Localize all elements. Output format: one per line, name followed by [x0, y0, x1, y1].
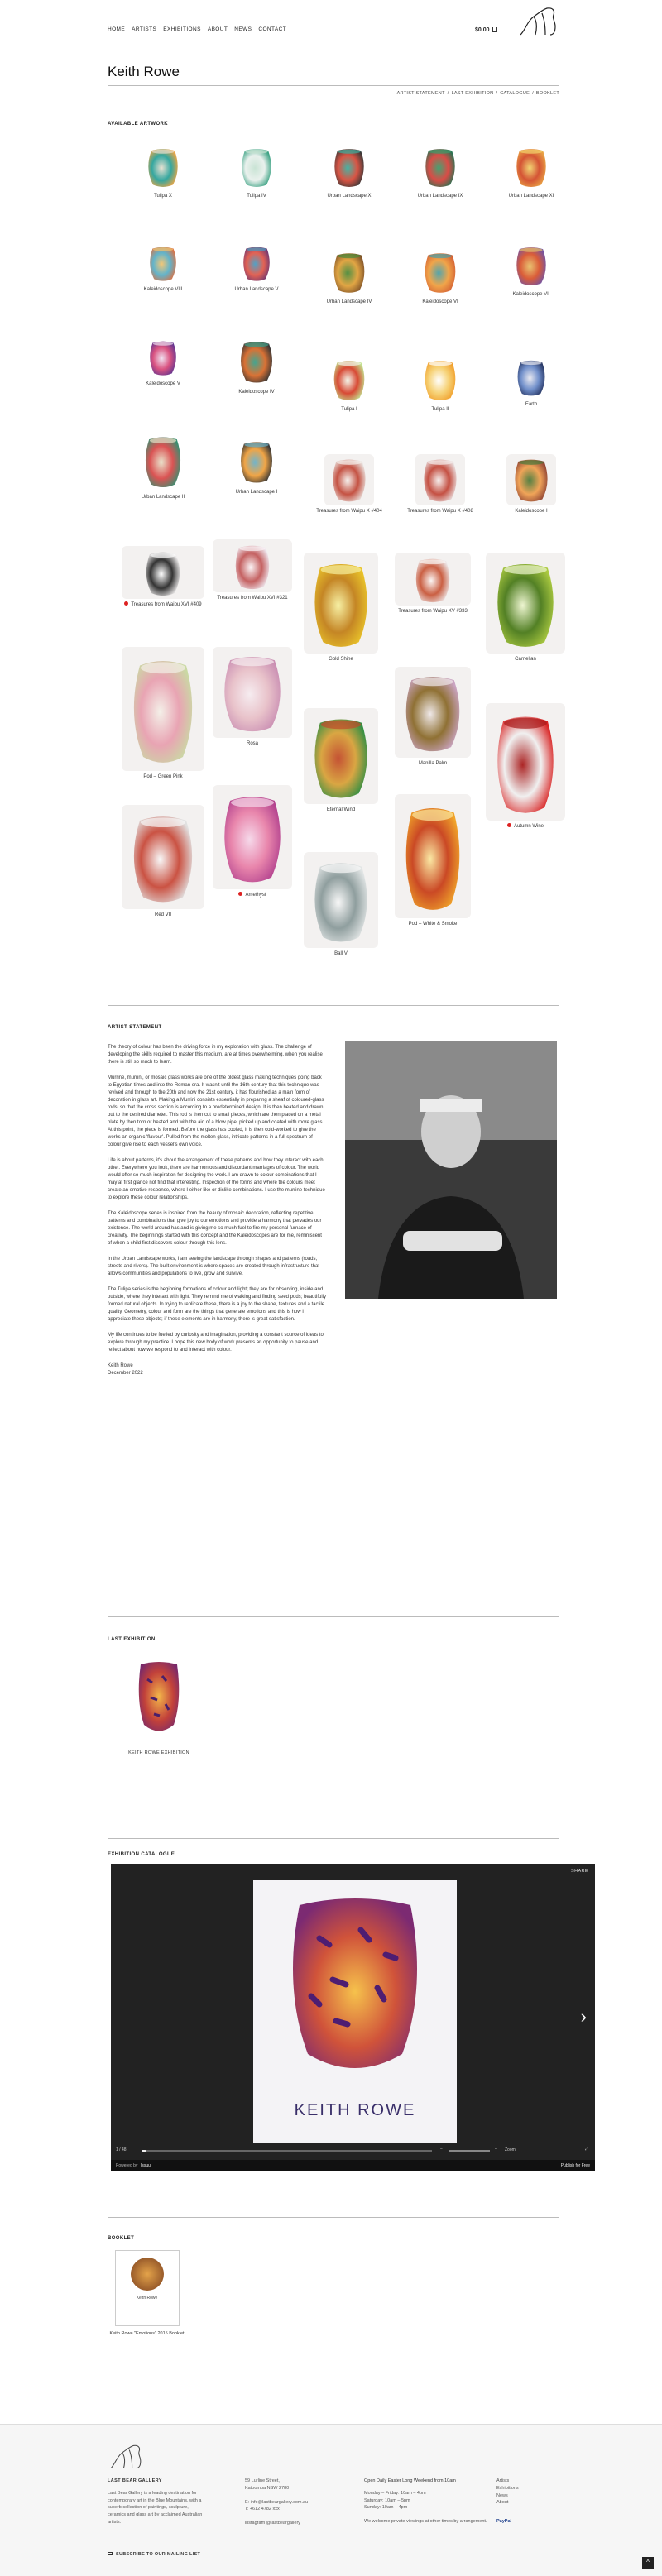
menu-artists[interactable]: ARTISTS — [132, 26, 157, 32]
glass-vase-icon — [236, 146, 277, 189]
glass-vase-icon — [328, 357, 371, 401]
artwork-image[interactable] — [122, 647, 204, 771]
artwork-card[interactable] — [382, 553, 483, 615]
glass-vase-icon — [228, 542, 276, 591]
glass-vase-icon — [409, 555, 457, 604]
zoom-label: Zoom — [505, 2147, 516, 2152]
subnav-catalogue[interactable]: CATALOGUE — [500, 91, 530, 96]
menu-contact[interactable]: CONTACT — [258, 26, 287, 32]
catalogue-vase-icon — [253, 1880, 457, 2087]
statement-heading: ARTIST STATEMENT — [108, 1025, 162, 1030]
available-heading: AVAILABLE ARTWORK — [108, 122, 169, 127]
artwork-title: Treasures from Waipu XVI #409 — [131, 602, 202, 607]
artwork-image[interactable] — [304, 553, 378, 654]
zoom-slider[interactable] — [449, 2150, 490, 2152]
artwork-card[interactable] — [382, 667, 483, 767]
artwork-card[interactable] — [126, 337, 200, 387]
artwork-image[interactable] — [232, 242, 281, 284]
artwork-card[interactable] — [291, 852, 391, 957]
mail-icon — [108, 2552, 113, 2555]
footer-hours-title: Open Daily Easter Long Weekend from 10am — [364, 2478, 456, 2483]
glass-vase-icon — [395, 670, 471, 754]
artwork-caption — [382, 760, 483, 767]
share-button[interactable]: SHARE — [571, 1869, 588, 1874]
subnav-sep: / — [496, 91, 498, 96]
artwork-caption — [219, 489, 294, 496]
statement-paragraph: Murrine, murrini, or mosaic glass works are one of the oldest glass making techniques going back to Egyptian times and into the Roman era. It wasn't until the 16th century that this technique was revived and through to the 20th and now the 21st century, it has flourished as a main form of decoration in glass art. Making a Murrini consists essentially in preparing a sheaf of coloured-glass rods, so that the cross section is according to a predetermined design. It is then heated and drawn out to the desired diameter. This rod is then cut to small pieces, which are then placed on a metal plate by then torn or heated and with the aid of a blow pipe, picked up and coated with more glass. At this point, the piece is formed. Before the glass has cooled, it is then cold-worked to give the works an organic 'flavour'. Pulled from the molten glass, intricate patterns in a full spectrum of colour give rise to each vessel's own voice. — [108, 1075, 324, 1147]
glass-vase-icon — [419, 357, 462, 401]
artwork-card[interactable] — [200, 785, 305, 898]
glass-vase-icon — [328, 250, 371, 294]
artwork-title: Eternal Wind — [326, 807, 356, 812]
footer-hours-sunday: Sunday: 10am – 4pm — [364, 2505, 408, 2511]
artwork-caption — [200, 595, 305, 601]
artwork-image[interactable] — [506, 356, 556, 399]
artwork-title: Tulipa IV — [247, 194, 266, 199]
artwork-title: Earth — [525, 402, 538, 407]
artwork-card[interactable] — [312, 144, 386, 199]
artist-portrait-icon — [345, 1041, 557, 1299]
booklet-heading: BOOKLET — [108, 2236, 135, 2241]
bear-logo-icon[interactable] — [517, 5, 559, 38]
subnav-last-exhibition[interactable]: LAST EXHIBITION — [451, 91, 494, 96]
artwork-title: Amethyst — [245, 893, 266, 898]
footer-bear-logo-icon[interactable] — [108, 2443, 144, 2471]
booklet-cover — [115, 2250, 180, 2326]
sold-dot-icon — [507, 823, 511, 827]
statement-paragraph: The theory of colour has been the driving force in my exploration with glass. The challenge of developing the skills required to master this medium, are at times overwhelming, when you realise there is still so much to learn. — [108, 1045, 323, 1065]
artwork-image[interactable] — [138, 242, 188, 284]
glass-vase-icon — [234, 338, 279, 384]
artwork-caption — [403, 508, 477, 515]
footer-link-exhibitions[interactable]: Exhibitions — [496, 2485, 519, 2491]
glass-vase-icon — [234, 438, 279, 484]
artwork-caption — [312, 193, 386, 199]
glass-vase-icon — [304, 557, 378, 649]
artwork-card[interactable] — [403, 454, 477, 515]
artwork-image[interactable] — [122, 805, 204, 909]
cover-title: KEITH ROWE — [294, 2101, 416, 2120]
subnav-booklet[interactable]: BOOKLET — [535, 91, 559, 96]
artwork-caption — [126, 494, 200, 500]
artwork-card[interactable] — [219, 144, 294, 199]
artwork-image[interactable] — [213, 785, 292, 889]
artwork-caption — [382, 608, 483, 615]
glass-vase-icon — [213, 650, 292, 734]
issuu-brand[interactable]: Issuu — [141, 2163, 151, 2168]
statement-paragraph: Life is about patterns, it's about the arrangement of these patterns and how they interact with each other. Everywhere you look, there are harmonious and discordant marriages of colour. The world would offer so much inspiration for designing the work. I am drawn to colour combinations that I may at first glance not find that interesting. Inspection of the forms and where the colours meet create an emotive response, where I either like or dislike combinations. I use the murrine technique to explore these colour relationships. — [108, 1158, 325, 1200]
artwork-caption — [403, 299, 477, 305]
artwork-image[interactable] — [506, 242, 556, 289]
artwork-caption — [109, 601, 217, 608]
artwork-title: Treasures from Waipu XVI #321 — [217, 596, 288, 601]
glass-vase-icon — [145, 244, 182, 282]
artwork-image[interactable] — [213, 539, 292, 592]
artwork-card[interactable] — [219, 337, 294, 395]
artwork-caption — [494, 291, 568, 298]
artwork-image[interactable] — [324, 144, 374, 190]
subnav-sep: / — [532, 91, 534, 96]
artwork-image[interactable] — [138, 430, 188, 491]
exhibition-vase-icon — [126, 1654, 192, 1745]
glass-vase-icon — [486, 708, 565, 816]
artwork-title: Urban Landscape I — [235, 490, 278, 495]
artwork-image[interactable] — [213, 647, 292, 738]
artwork-image[interactable] — [395, 794, 471, 918]
artwork-title: Urban Landscape XI — [508, 194, 554, 199]
cart-icon — [492, 27, 497, 32]
artwork-caption — [494, 193, 568, 199]
artwork-title: Manilla Palm — [418, 761, 448, 766]
artwork-card[interactable] — [494, 454, 568, 515]
artwork-caption — [473, 823, 578, 830]
glass-vase-icon — [304, 712, 378, 801]
back-to-top-button[interactable]: ^ — [642, 2557, 654, 2569]
footer-hours-saturday: Saturday: 10am – 5pm — [364, 2497, 410, 2503]
artwork-card[interactable] — [126, 144, 200, 199]
artwork-image[interactable] — [415, 356, 465, 404]
artwork-caption — [403, 406, 477, 413]
fullscreen-icon[interactable]: ⤢ — [584, 2147, 588, 2152]
artwork-card[interactable] — [403, 248, 477, 305]
artwork-caption — [200, 892, 305, 898]
footer-about: Last Bear Gallery is a leading destination for contemporary art in the Blue Mountains, with a superb collection of paintings, sculpture, ceramics and glass art by acclaimed Australian artists. — [108, 2490, 203, 2525]
artwork-title: Gold Shine — [329, 657, 353, 662]
glass-vase-icon — [304, 856, 378, 945]
artwork-image[interactable] — [138, 337, 188, 378]
glass-vase-icon — [486, 557, 565, 649]
artwork-caption — [291, 807, 391, 813]
glass-vase-icon — [238, 244, 276, 282]
statement-signature: Keith Rowe December 2022 — [108, 1363, 143, 1376]
footer-address-2: Katoomba NSW 2780 — [245, 2485, 290, 2491]
artwork-card[interactable] — [200, 647, 305, 747]
glass-vase-icon — [395, 799, 471, 913]
footer-hours-note: We welcome private viewings at other times by arrangement. — [364, 2519, 487, 2525]
subscribe-link[interactable] — [108, 2551, 207, 2559]
artwork-image[interactable] — [395, 553, 471, 606]
footer-link-artists[interactable]: Artists — [496, 2478, 510, 2483]
artwork-caption — [109, 912, 217, 918]
divider — [108, 2217, 559, 2218]
artwork-card[interactable] — [291, 708, 391, 813]
viewer-toolbar — [111, 2145, 595, 2157]
artwork-title: Urban Landscape IX — [417, 194, 463, 199]
artwork-caption — [126, 193, 200, 199]
sold-dot-icon — [238, 892, 242, 896]
artwork-image[interactable] — [415, 454, 465, 505]
main-menu — [108, 26, 286, 34]
artwork-image[interactable] — [324, 454, 374, 505]
artwork-title: Rosa — [246, 741, 258, 746]
catalogue-viewer[interactable] — [111, 1864, 595, 2171]
next-page-button[interactable]: › — [580, 2006, 587, 2027]
artwork-image[interactable] — [122, 546, 204, 599]
glass-vase-icon — [142, 146, 184, 189]
artwork-title: Tulipa I — [341, 407, 357, 412]
paypal-badge: PayPal — [496, 2519, 512, 2525]
divider — [108, 1616, 559, 1617]
artwork-caption — [403, 193, 477, 199]
booklet-cover-title: Keith Rowe — [136, 2296, 158, 2301]
glass-vase-icon — [511, 244, 552, 287]
glass-vase-icon — [420, 146, 461, 189]
divider — [108, 1838, 559, 1839]
viewer-footer — [111, 2160, 595, 2171]
divider — [108, 1005, 559, 1006]
artwork-caption — [473, 656, 578, 663]
artwork-caption — [312, 299, 386, 305]
artwork-title: Kaleidoscope VII — [512, 292, 550, 297]
artwork-card[interactable] — [200, 539, 305, 601]
artwork-card[interactable] — [126, 430, 200, 500]
page-progress-bar[interactable] — [142, 2150, 432, 2152]
artwork-title: Red VII — [154, 912, 171, 917]
artwork-card[interactable] — [312, 248, 386, 305]
artwork-card[interactable] — [219, 242, 294, 293]
footer-link-news[interactable]: News — [496, 2492, 508, 2498]
zoom-out-button[interactable]: − — [440, 2147, 443, 2152]
artwork-card[interactable] — [382, 794, 483, 927]
glass-vase-icon — [138, 433, 188, 489]
menu-exhibitions[interactable]: EXHIBITIONS — [163, 26, 201, 32]
artwork-caption — [126, 381, 200, 387]
subnav-artist-statement[interactable]: ARTIST STATEMENT — [396, 91, 445, 96]
glass-vase-icon — [326, 456, 372, 503]
footer-phone[interactable]: T: +612 4782 xxx — [245, 2507, 280, 2512]
artwork-title: Kaleidoscope VIII — [143, 287, 183, 292]
artwork-image[interactable] — [324, 248, 374, 296]
zoom-in-button[interactable]: + — [495, 2147, 497, 2152]
artwork-caption — [382, 921, 483, 927]
glass-vase-icon — [511, 146, 552, 189]
statement-paragraph: My life continues to be fuelled by curiosity and imagination, providing a constant source of ideas to explore through my practice. I hope this new body of work presents an opportunity to pause and reflect about how we respond to and interact with colour. — [108, 1333, 324, 1353]
subnav-sep: / — [447, 91, 449, 96]
artwork-image[interactable] — [232, 144, 281, 190]
footer-gallery-name: LAST BEAR GALLERY — [108, 2478, 162, 2483]
artwork-image[interactable] — [506, 144, 556, 190]
glass-vase-icon — [419, 250, 462, 294]
artwork-image[interactable] — [415, 144, 465, 190]
artwork-image[interactable] — [415, 248, 465, 296]
artwork-caption — [291, 950, 391, 957]
catalogue-heading: EXHIBITION CATALOGUE — [108, 1852, 175, 1857]
glass-vase-icon — [145, 338, 182, 376]
footer-instagram[interactable]: instagram @lastbeargallery — [245, 2521, 301, 2526]
artwork-title: Kaleidoscope V — [146, 381, 180, 386]
statement-paragraph: In the Urban Landscape works, I am seeing the landscape through shapes and patterns (roads, streets and rivers). The built environment is where spaces are created through infrastructure that allows communities and populations to live, grow and survive. — [108, 1257, 320, 1276]
subscribe-label: SUBSCRIBE TO OUR MAILING LIST — [116, 2551, 201, 2557]
sold-dot-icon — [124, 601, 128, 606]
site-footer — [0, 2424, 662, 2576]
cart-total: $0.00 — [475, 27, 490, 33]
footer-hours-weekday: Monday – Friday: 10am – 4pm — [364, 2490, 426, 2496]
artwork-title: Pod – White & Smoke — [408, 922, 458, 926]
artwork-title: Ball V — [334, 951, 348, 956]
artwork-card[interactable] — [312, 356, 386, 413]
artwork-card[interactable] — [126, 242, 200, 293]
artwork-title: Kaleidoscope VI — [422, 299, 458, 304]
menu-about[interactable]: ABOUT — [207, 26, 228, 32]
artwork-title: Urban Landscape IV — [326, 299, 372, 304]
artwork-card[interactable] — [494, 242, 568, 298]
artwork-title: Urban Landscape V — [234, 287, 279, 292]
artwork-image[interactable] — [138, 144, 188, 190]
artwork-caption — [126, 286, 200, 293]
catalogue-cover[interactable] — [253, 1880, 457, 2143]
glass-vase-icon — [417, 456, 463, 503]
artwork-title: Autumn Wine — [513, 824, 544, 829]
artwork-image[interactable] — [232, 337, 281, 386]
artwork-image[interactable] — [395, 667, 471, 758]
footer-email[interactable]: E: info@lastbeargallery.com.au — [245, 2499, 309, 2505]
title-divider — [108, 85, 559, 86]
last-exhibition-card[interactable] — [126, 1654, 192, 1757]
last-exhibition-heading: LAST EXHIBITION — [108, 1637, 156, 1642]
statement-paragraph: The Tulipa series is the beginning formations of colour and light; they are for observing, inside and outside, where they interact with light. They remind me of walking and finding seed pods; beautifully formed natural objects. In trying to replicate these, there is a joy to the shape, textures and a tactile quality. Geometry, colour and form are the things that generate emotions and this is how I appreciate these objects; if these elements are in harmony, there is great satisfaction. — [108, 1287, 327, 1322]
artwork-card[interactable] — [403, 356, 477, 413]
artwork-card[interactable] — [473, 703, 578, 830]
artwork-caption — [200, 740, 305, 747]
artwork-title: Kaleidoscope IV — [238, 390, 275, 395]
glass-vase-icon — [213, 789, 292, 885]
publish-free-link[interactable]: Publish for Free — [560, 2163, 590, 2168]
glass-vase-icon — [508, 456, 554, 503]
artwork-image[interactable] — [232, 437, 281, 486]
artwork-caption — [312, 406, 386, 413]
glass-vase-icon — [329, 146, 370, 189]
artwork-image[interactable] — [324, 356, 374, 404]
artwork-caption — [219, 286, 294, 293]
artist-photo — [345, 1041, 557, 1299]
glass-vase-icon — [122, 652, 204, 766]
artwork-title: Tulipa X — [154, 194, 172, 199]
statement-text — [108, 1044, 327, 1386]
menu-home[interactable]: HOME — [108, 26, 126, 32]
artwork-card[interactable] — [494, 144, 568, 199]
artwork-title: Treasures from Waipu X #408 — [407, 509, 473, 514]
artwork-caption — [219, 193, 294, 199]
artwork-image[interactable] — [304, 708, 378, 804]
top-nav — [108, 0, 559, 51]
footer-link-about[interactable]: About — [496, 2500, 509, 2506]
statement-paragraph: The Kaleidoscope series is inspired from the beauty of mosaic decoration, reflecting repetitive patterns and combinations that give joy to our emotions and provide a harmony that pervades our existence. The world around has and is giving me so much fuel to fire my personal furnace of creativity. The beginnings started with this concept and the Kaleidoscopes are for me, reminiscent of when a child first discovers colour through this lens. — [108, 1211, 322, 1246]
section-subnav — [397, 91, 559, 97]
artwork-card[interactable] — [494, 356, 568, 408]
glass-vase-icon — [139, 548, 187, 597]
footer-address-1: 59 Lurline Street, — [245, 2478, 280, 2483]
artwork-caption — [291, 656, 391, 663]
artwork-title: Treasures from Waipu X #404 — [316, 509, 382, 514]
booklet-card[interactable] — [108, 2250, 186, 2337]
artwork-image[interactable] — [304, 852, 378, 948]
artwork-title: Kaleidoscope I — [515, 509, 548, 514]
artwork-caption — [109, 773, 217, 780]
artwork-caption — [312, 508, 386, 515]
artwork-card[interactable] — [219, 437, 294, 496]
artwork-image[interactable] — [486, 703, 565, 821]
artwork-caption — [494, 508, 568, 515]
artwork-caption — [219, 389, 294, 395]
page-progress-fill — [142, 2150, 146, 2152]
booklet-caption: Keith Rowe "Emotions" 2015 Booklet — [109, 2331, 185, 2336]
artwork-title: Urban Landscape X — [327, 194, 372, 199]
booklet-vase-icon — [131, 2258, 164, 2291]
artwork-card[interactable] — [403, 144, 477, 199]
artwork-image[interactable] — [506, 454, 556, 505]
artwork-image[interactable] — [486, 553, 565, 654]
cart-link[interactable] — [475, 26, 497, 34]
artwork-title: Urban Landscape II — [141, 495, 185, 500]
artwork-title: Pod – Green Pink — [143, 774, 183, 779]
powered-by: Powered by — [116, 2163, 138, 2168]
glass-vase-icon — [512, 357, 551, 397]
glass-vase-icon — [122, 809, 204, 905]
artwork-card[interactable] — [312, 454, 386, 515]
menu-news[interactable]: NEWS — [234, 26, 252, 32]
artwork-title: Carnelian — [515, 657, 536, 662]
artwork-title: Tulipa II — [431, 407, 449, 412]
page-title: Keith Rowe — [108, 64, 180, 79]
artwork-title: Treasures from Waipu XV #333 — [398, 609, 468, 614]
page-counter: 1 / 48 — [116, 2147, 127, 2152]
artwork-card[interactable] — [473, 553, 578, 663]
artwork-caption — [494, 401, 568, 408]
artwork-card[interactable] — [291, 553, 391, 663]
last-exhibition-caption: KEITH ROWE EXHIBITION — [128, 1750, 189, 1756]
